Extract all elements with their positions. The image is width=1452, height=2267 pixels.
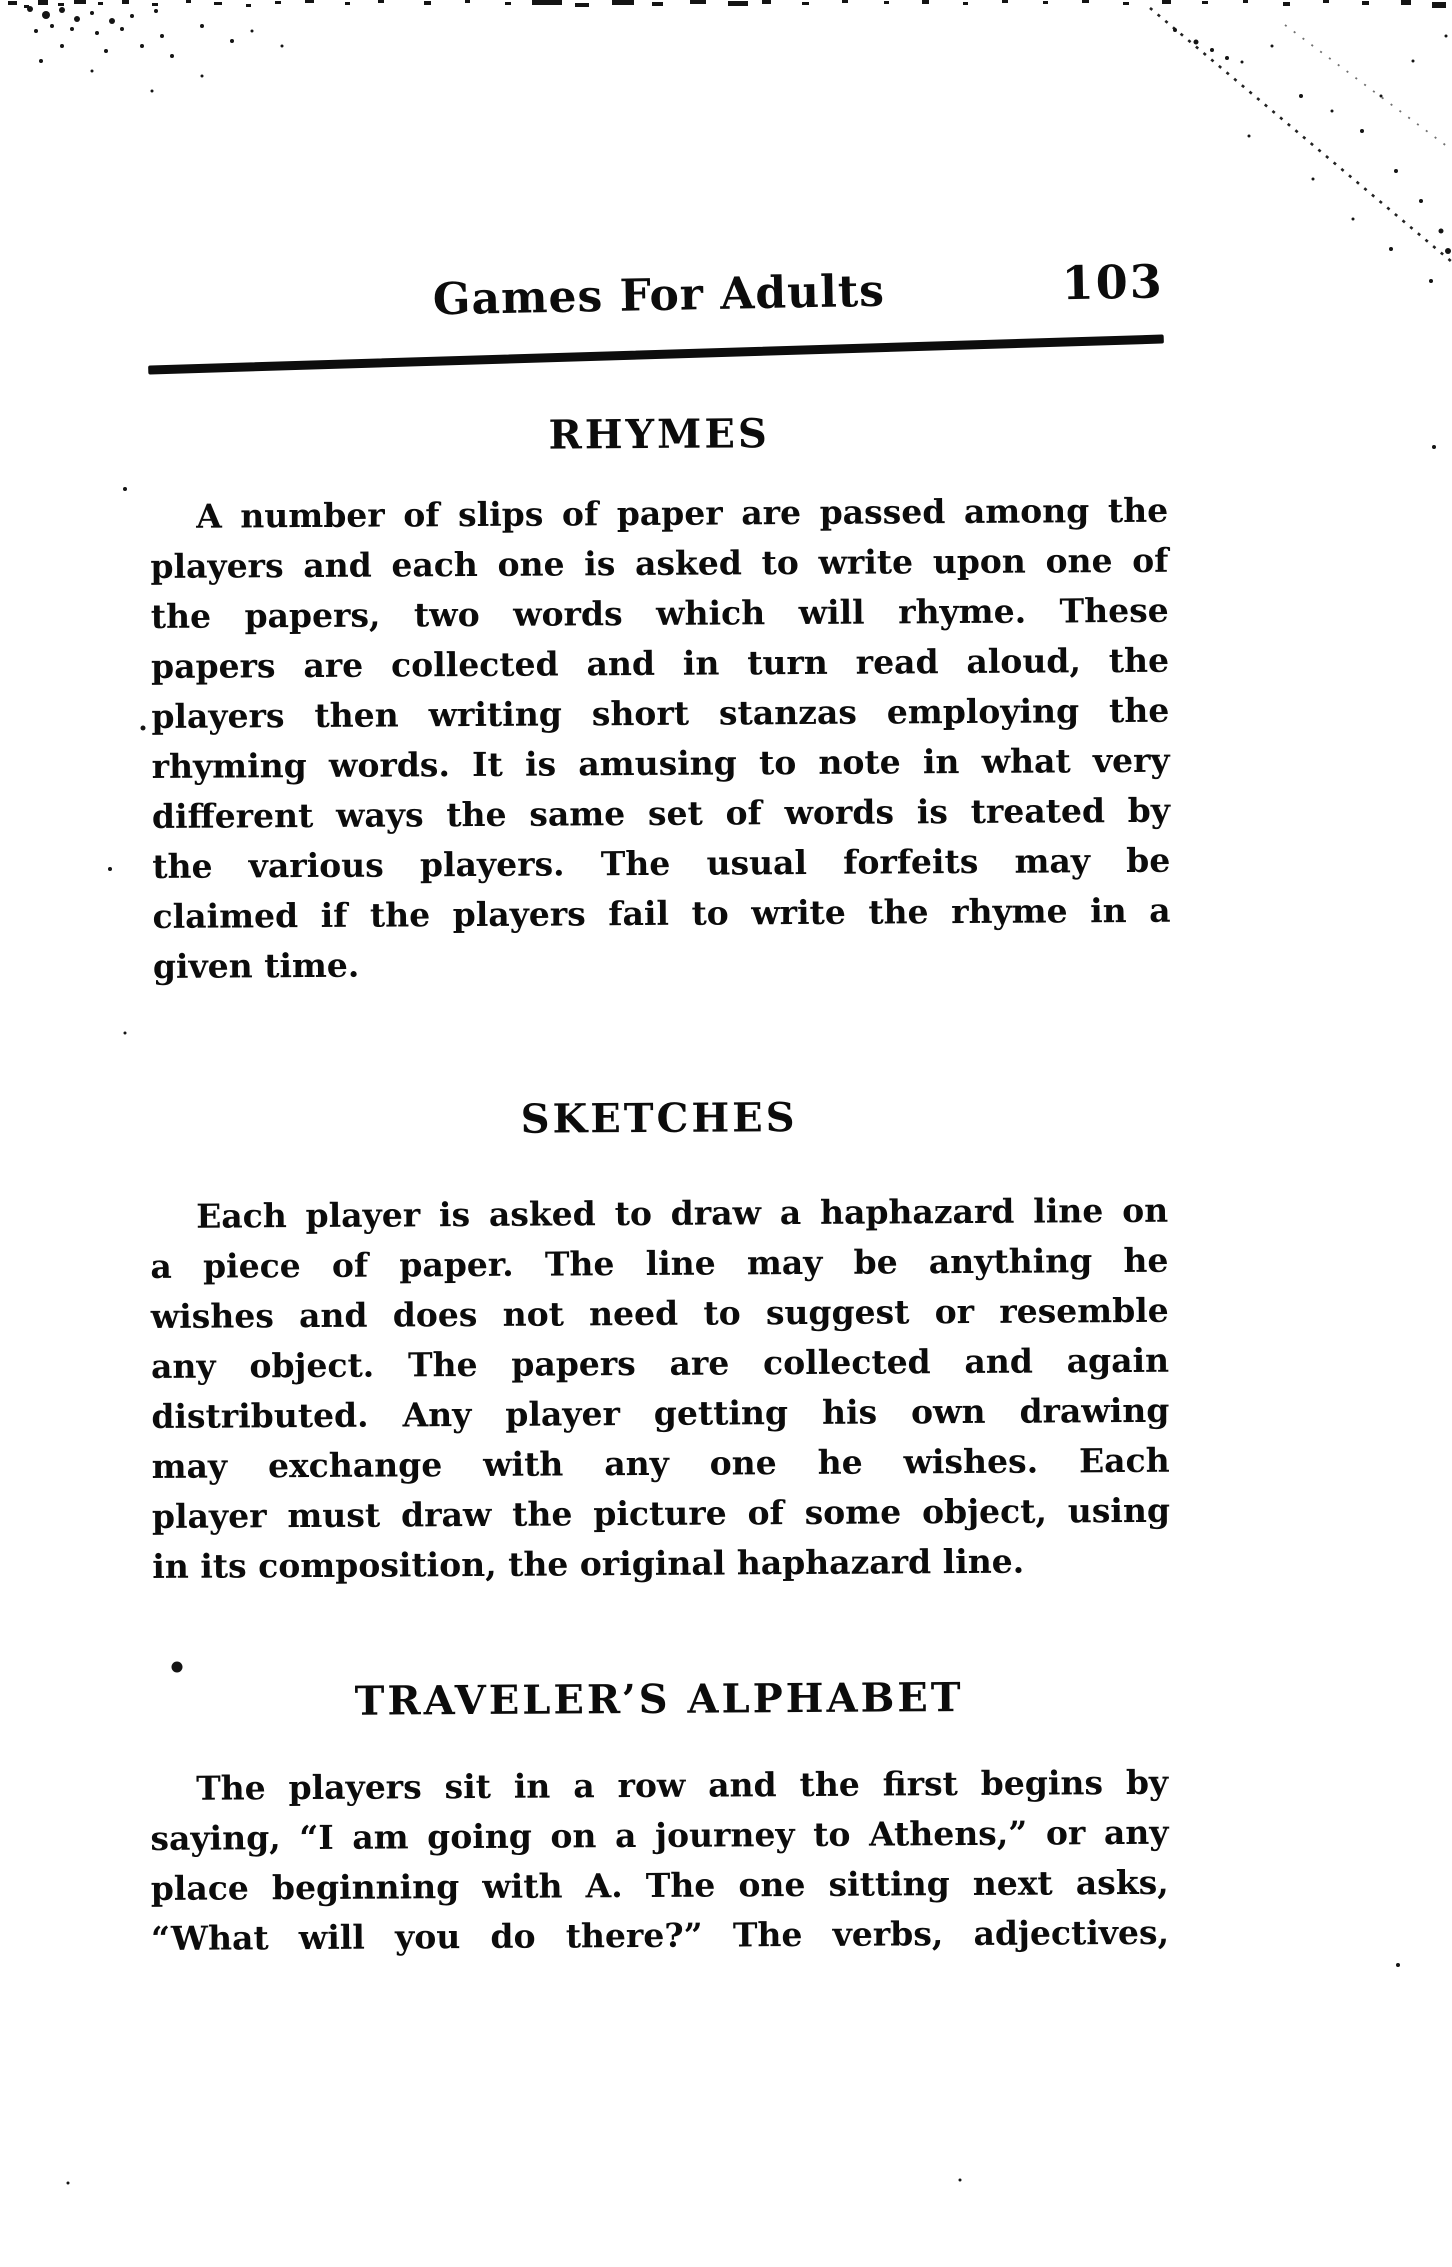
text-line: papers are collected and in turn read aloud, the [150, 640, 1170, 686]
text-line: claimed if the players fail to write the rhyme in a [152, 890, 1171, 936]
ink-blot [172, 1662, 183, 1673]
text-line: in its composition, the original haphazard line. [152, 1541, 1025, 1586]
text-line: rhyming words. It is amusing to note in what very [151, 740, 1170, 786]
text-line: players then writing short stanzas employing the [151, 690, 1170, 736]
text-line: place beginning with A. The one sitting next asks, [150, 1862, 1169, 1908]
text-line: may exchange with any one he wishes. Each [151, 1440, 1170, 1486]
section-heading-travelers-alphabet: TRAVELER’S ALPHABET [354, 1674, 964, 1725]
paragraph-sketches [150, 1186, 1170, 1592]
text-line: A number of slips of paper are passed among the [196, 490, 1169, 536]
text-line: “What will you do there?” The verbs, adjectives, [150, 1912, 1170, 1958]
section-heading-rhymes: RHYMES [548, 410, 770, 459]
paragraph-travelers-alphabet [150, 1758, 1169, 1964]
text-line: a piece of paper. The line may be anything he [150, 1240, 1169, 1286]
text-line: The players sit in a row and the first begins by [196, 1762, 1169, 1808]
text-line: player must draw the picture of some object, using [151, 1490, 1171, 1536]
text-line: the papers, two words which will rhyme. These [150, 590, 1169, 636]
text-line: wishes and does not need to suggest or resemble [150, 1290, 1169, 1336]
page-number: 103 [1061, 254, 1165, 311]
text-line: saying, “I am going on a journey to Athens,” or any [150, 1812, 1169, 1858]
paragraph-rhymes [150, 486, 1171, 992]
text-line: given time. [152, 945, 360, 986]
text-line: different ways the same set of words is treated by [151, 790, 1171, 836]
header-rule [148, 334, 1164, 374]
page-header [150, 254, 1169, 340]
text-line: the various players. The usual forfeits may be [152, 840, 1171, 886]
running-title: Games For Adults [432, 265, 886, 326]
section-heading-sketches: SKETCHES [520, 1094, 798, 1143]
text-line: players and each one is asked to write upon one of [150, 540, 1169, 586]
text-line: Each player is asked to draw a haphazard line on [196, 1190, 1169, 1236]
text-line: any object. The papers are collected and again [150, 1340, 1170, 1386]
text-line: distributed. Any player getting his own drawing [151, 1390, 1170, 1436]
